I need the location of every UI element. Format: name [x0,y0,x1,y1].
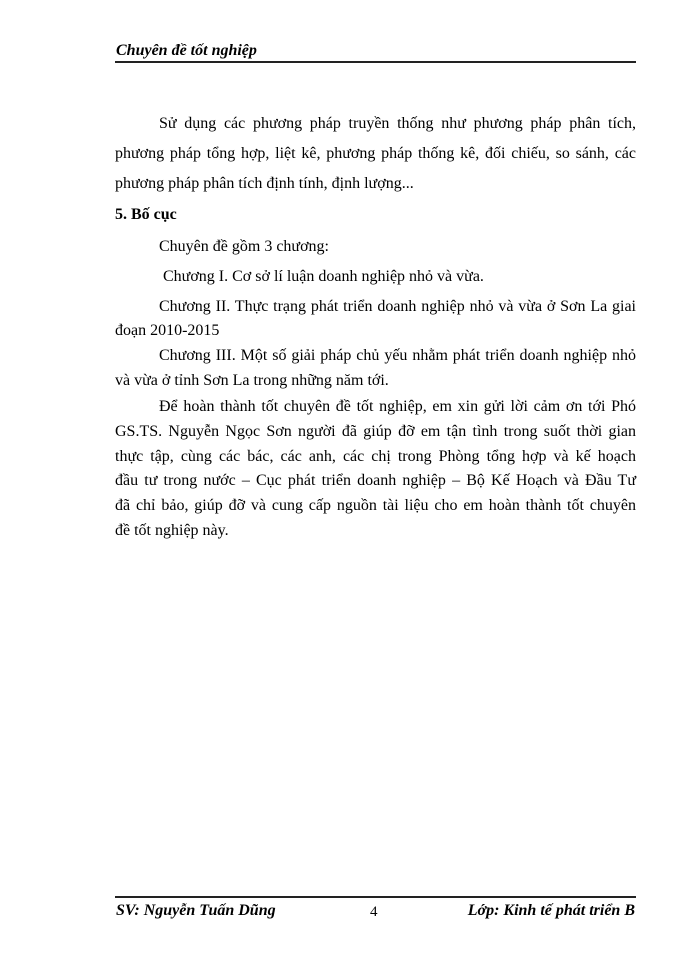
body-line: đã chỉ bảo, giúp đỡ và cung cấp nguồn tài liệu cho em hoàn thành tốt chuyên [115,497,636,514]
footer-class: Lớp: Kinh tế phát triển B [467,902,635,919]
body-line: Chương I. Cơ sở lí luận doanh nghiệp nhỏ và vừa. [159,268,484,285]
section-heading: 5. Bố cục [115,206,177,223]
body-line: đoạn 2010-2015 [115,322,220,339]
body-line: đầu tư trong nước – Cục phát triển doanh nghiệp – Bộ Kế Hoạch và Đầu Tư [115,472,636,489]
header-rule [115,61,636,63]
body-line: GS.TS. Nguyễn Ngọc Sơn người đã giúp đỡ em tận tình trong suốt thời gian [115,423,636,440]
body-line: và vừa ở tỉnh Sơn La trong những năm tới. [115,372,389,389]
page-number: 4 [370,904,378,920]
body-line: Chuyên đề gồm 3 chương: [159,238,329,255]
footer-rule [115,896,636,898]
body-line: Chương III. Một số giải pháp chủ yếu nhằm phát triển doanh nghiệp nhỏ [159,347,636,364]
body-line: Chương II. Thực trạng phát triển doanh nghiệp nhỏ và vừa ở Sơn La giai [159,298,636,315]
footer-student: SV: Nguyễn Tuấn Dũng [116,902,276,919]
body-line: đề tốt nghiệp này. [115,522,229,539]
body-line: Để hoàn thành tốt chuyên đề tốt nghiệp, em xin gửi lời cảm ơn tới Phó [159,398,636,415]
body-line: phương pháp phân tích định tính, định lượng... [115,175,414,192]
body-line: phương pháp tổng hợp, liệt kê, phương pháp thống kê, đối chiếu, so sánh, các [115,145,636,162]
body-line: Sử dụng các phương pháp truyền thống như phương pháp phân tích, [159,115,636,132]
body-line: thực tập, cùng các bác, các anh, các chị trong Phòng tổng hợp và kế hoạch [115,448,636,465]
header-title: Chuyên đề tốt nghiệp [116,42,257,59]
